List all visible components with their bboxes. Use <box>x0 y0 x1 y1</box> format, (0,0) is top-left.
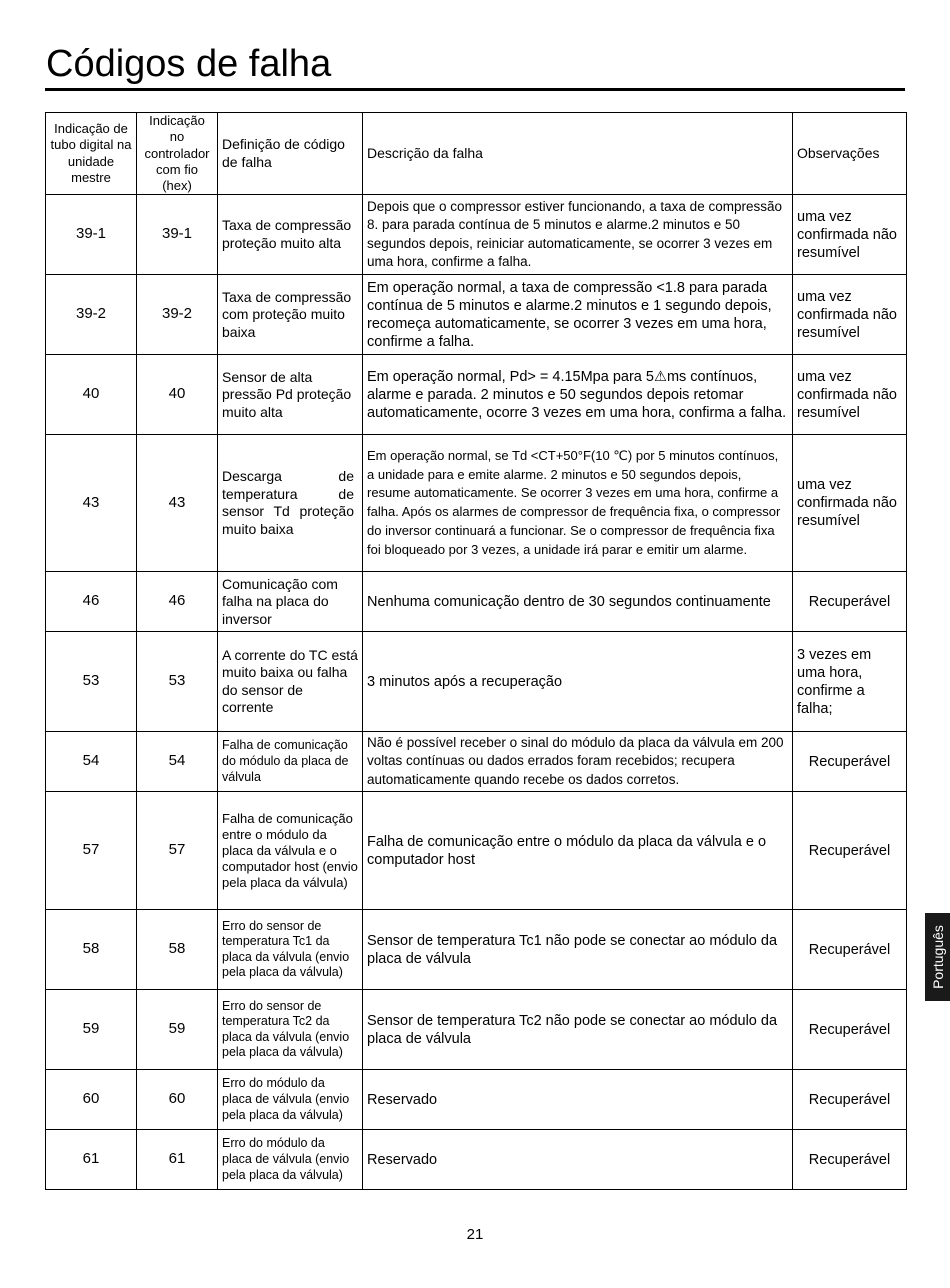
fault-definition: A corrente do TC está muito baixa ou falha do sensor de corrente <box>218 632 363 732</box>
fault-notes: Recuperável <box>793 1130 907 1190</box>
master-code: 39-2 <box>46 275 137 355</box>
fault-definition: Comunicação com falha na placa do inversor <box>218 572 363 632</box>
master-code: 59 <box>46 990 137 1070</box>
master-code: 58 <box>46 910 137 990</box>
fault-definition: Erro do módulo da placa de válvula (envio pela placa da válvula) <box>218 1130 363 1190</box>
fault-notes: Recuperável <box>793 990 907 1070</box>
fault-description: Depois que o compressor estiver funcionando, a taxa de compressão 8. para parada contínua de 5 minutos e alarme.2 minutos e 50 segundos depois, reiniciar automaticamente, se ocorrer 3 vezes em uma hora, confirme a falha. <box>363 195 793 275</box>
master-code: 53 <box>46 632 137 732</box>
header-fault-description: Descrição da falha <box>363 113 793 195</box>
table-row <box>46 792 907 910</box>
fault-definition: Descarga de temperatura de sensor Td proteção muito baixa <box>218 435 363 572</box>
wired-code: 39-1 <box>137 195 218 275</box>
master-code: 54 <box>46 732 137 792</box>
wired-code: 61 <box>137 1130 218 1190</box>
fault-description: Sensor de temperatura Tc2 não pode se conectar ao módulo da placa de válvula <box>363 990 793 1070</box>
fault-definition: Erro do sensor de temperatura Tc2 da placa da válvula (envio pela placa da válvula) <box>218 990 363 1070</box>
fault-definition: Falha de comunicação entre o módulo da placa da válvula e o computador host (envio pela placa da válvula) <box>218 792 363 910</box>
header-notes: Observações <box>793 113 907 195</box>
wired-code: 46 <box>137 572 218 632</box>
table-row <box>46 632 907 732</box>
fault-description: Em operação normal, a taxa de compressão <1.8 para parada contínua de 5 minutos e alarme.2 minutos e 1 segundo depois, recomeça automaticamente, se ocorrer 3 vezes em uma hora, confirme a falha. <box>363 275 793 355</box>
master-code: 40 <box>46 355 137 435</box>
language-tab <box>925 913 950 1001</box>
table-row <box>46 1130 907 1190</box>
fault-description: 3 minutos após a recuperação <box>363 632 793 732</box>
page-title: Códigos de falha <box>46 43 332 85</box>
fault-notes: uma vez confirmada não resumível <box>793 435 907 572</box>
fault-definition: Taxa de compressão com proteção muito baixa <box>218 275 363 355</box>
table-row <box>46 435 907 572</box>
fault-definition: Sensor de alta pressão Pd proteção muito alta <box>218 355 363 435</box>
fault-description: Reservado <box>363 1070 793 1130</box>
wired-code: 54 <box>137 732 218 792</box>
wired-code: 60 <box>137 1070 218 1130</box>
fault-description: Reservado <box>363 1130 793 1190</box>
master-code: 39-1 <box>46 195 137 275</box>
fault-description: Em operação normal, se Td <CT+50°F(10 ℃) por 5 minutos contínuos, a unidade para e emite alarme. 2 minutos e 50 segundos depois, resume automaticamente. Se ocorrer 3 vezes em uma hora, confirme a falha. Após os alarmes de compressor de frequência fixa, o compressor do inversor continuará a funcionar. Se o compressor de frequência fixa foi bloqueado por 3 vezes, a unidade irá parar e emitir um alarme. <box>363 435 793 572</box>
fault-definition: Erro do sensor de temperatura Tc1 da placa da válvula (envio pela placa da válvula) <box>218 910 363 990</box>
fault-notes: uma vez confirmada não resumível <box>793 355 907 435</box>
wired-code: 39-2 <box>137 275 218 355</box>
page-number: 21 <box>466 1226 484 1243</box>
header-fault-definition: Definição de código de falha <box>218 113 363 195</box>
fault-description: Não é possível receber o sinal do módulo da placa da válvula em 200 voltas contínuas ou dados errados foram recebidos; recupera automaticamente quando recebe os dados corretos. <box>363 732 793 792</box>
fault-notes: Recuperável <box>793 732 907 792</box>
fault-notes: Recuperável <box>793 572 907 632</box>
wired-code: 59 <box>137 990 218 1070</box>
table-row <box>46 1070 907 1130</box>
master-code: 43 <box>46 435 137 572</box>
wired-code: 53 <box>137 632 218 732</box>
fault-description: Nenhuma comunicação dentro de 30 segundos continuamente <box>363 572 793 632</box>
title-rule <box>45 88 905 91</box>
table-row <box>46 572 907 632</box>
fault-description: Em operação normal, Pd> = 4.15Mpa para 5⚠ms contínuos, alarme e parada. 2 minutos e 50 segundos depois retomar automaticamente, ocorre 3 vezes em uma hora, confirma a falha. <box>363 355 793 435</box>
table-row <box>46 355 907 435</box>
fault-notes: uma vez confirmada não resumível <box>793 195 907 275</box>
table-header-row <box>46 113 907 195</box>
fault-definition: Taxa de compressão proteção muito alta <box>218 195 363 275</box>
master-code: 60 <box>46 1070 137 1130</box>
fault-notes: Recuperável <box>793 1070 907 1130</box>
fault-definition: Erro do módulo da placa de válvula (envio pela placa da válvula) <box>218 1070 363 1130</box>
fault-definition: Falha de comunicação do módulo da placa de válvula <box>218 732 363 792</box>
language-tab-label: Português <box>929 925 946 989</box>
table-row <box>46 990 907 1070</box>
fault-description: Sensor de temperatura Tc1 não pode se conectar ao módulo da placa de válvula <box>363 910 793 990</box>
wired-code: 40 <box>137 355 218 435</box>
table-row <box>46 195 907 275</box>
fault-notes: uma vez confirmada não resumível <box>793 275 907 355</box>
header-master-indication: Indicação de tubo digital na unidade mestre <box>46 113 137 195</box>
master-code: 46 <box>46 572 137 632</box>
wired-code: 57 <box>137 792 218 910</box>
table-row <box>46 275 907 355</box>
table-row <box>46 910 907 990</box>
fault-description: Falha de comunicação entre o módulo da placa da válvula e o computador host <box>363 792 793 910</box>
master-code: 61 <box>46 1130 137 1190</box>
wired-code: 58 <box>137 910 218 990</box>
fault-notes: 3 vezes em uma hora, confirme a falha; <box>793 632 907 732</box>
fault-notes: Recuperável <box>793 910 907 990</box>
fault-codes-table <box>45 112 907 1190</box>
table-row <box>46 732 907 792</box>
header-wired-controller-indication: Indicação no controlador com fio (hex) <box>137 113 218 195</box>
fault-notes: Recuperável <box>793 792 907 910</box>
wired-code: 43 <box>137 435 218 572</box>
master-code: 57 <box>46 792 137 910</box>
